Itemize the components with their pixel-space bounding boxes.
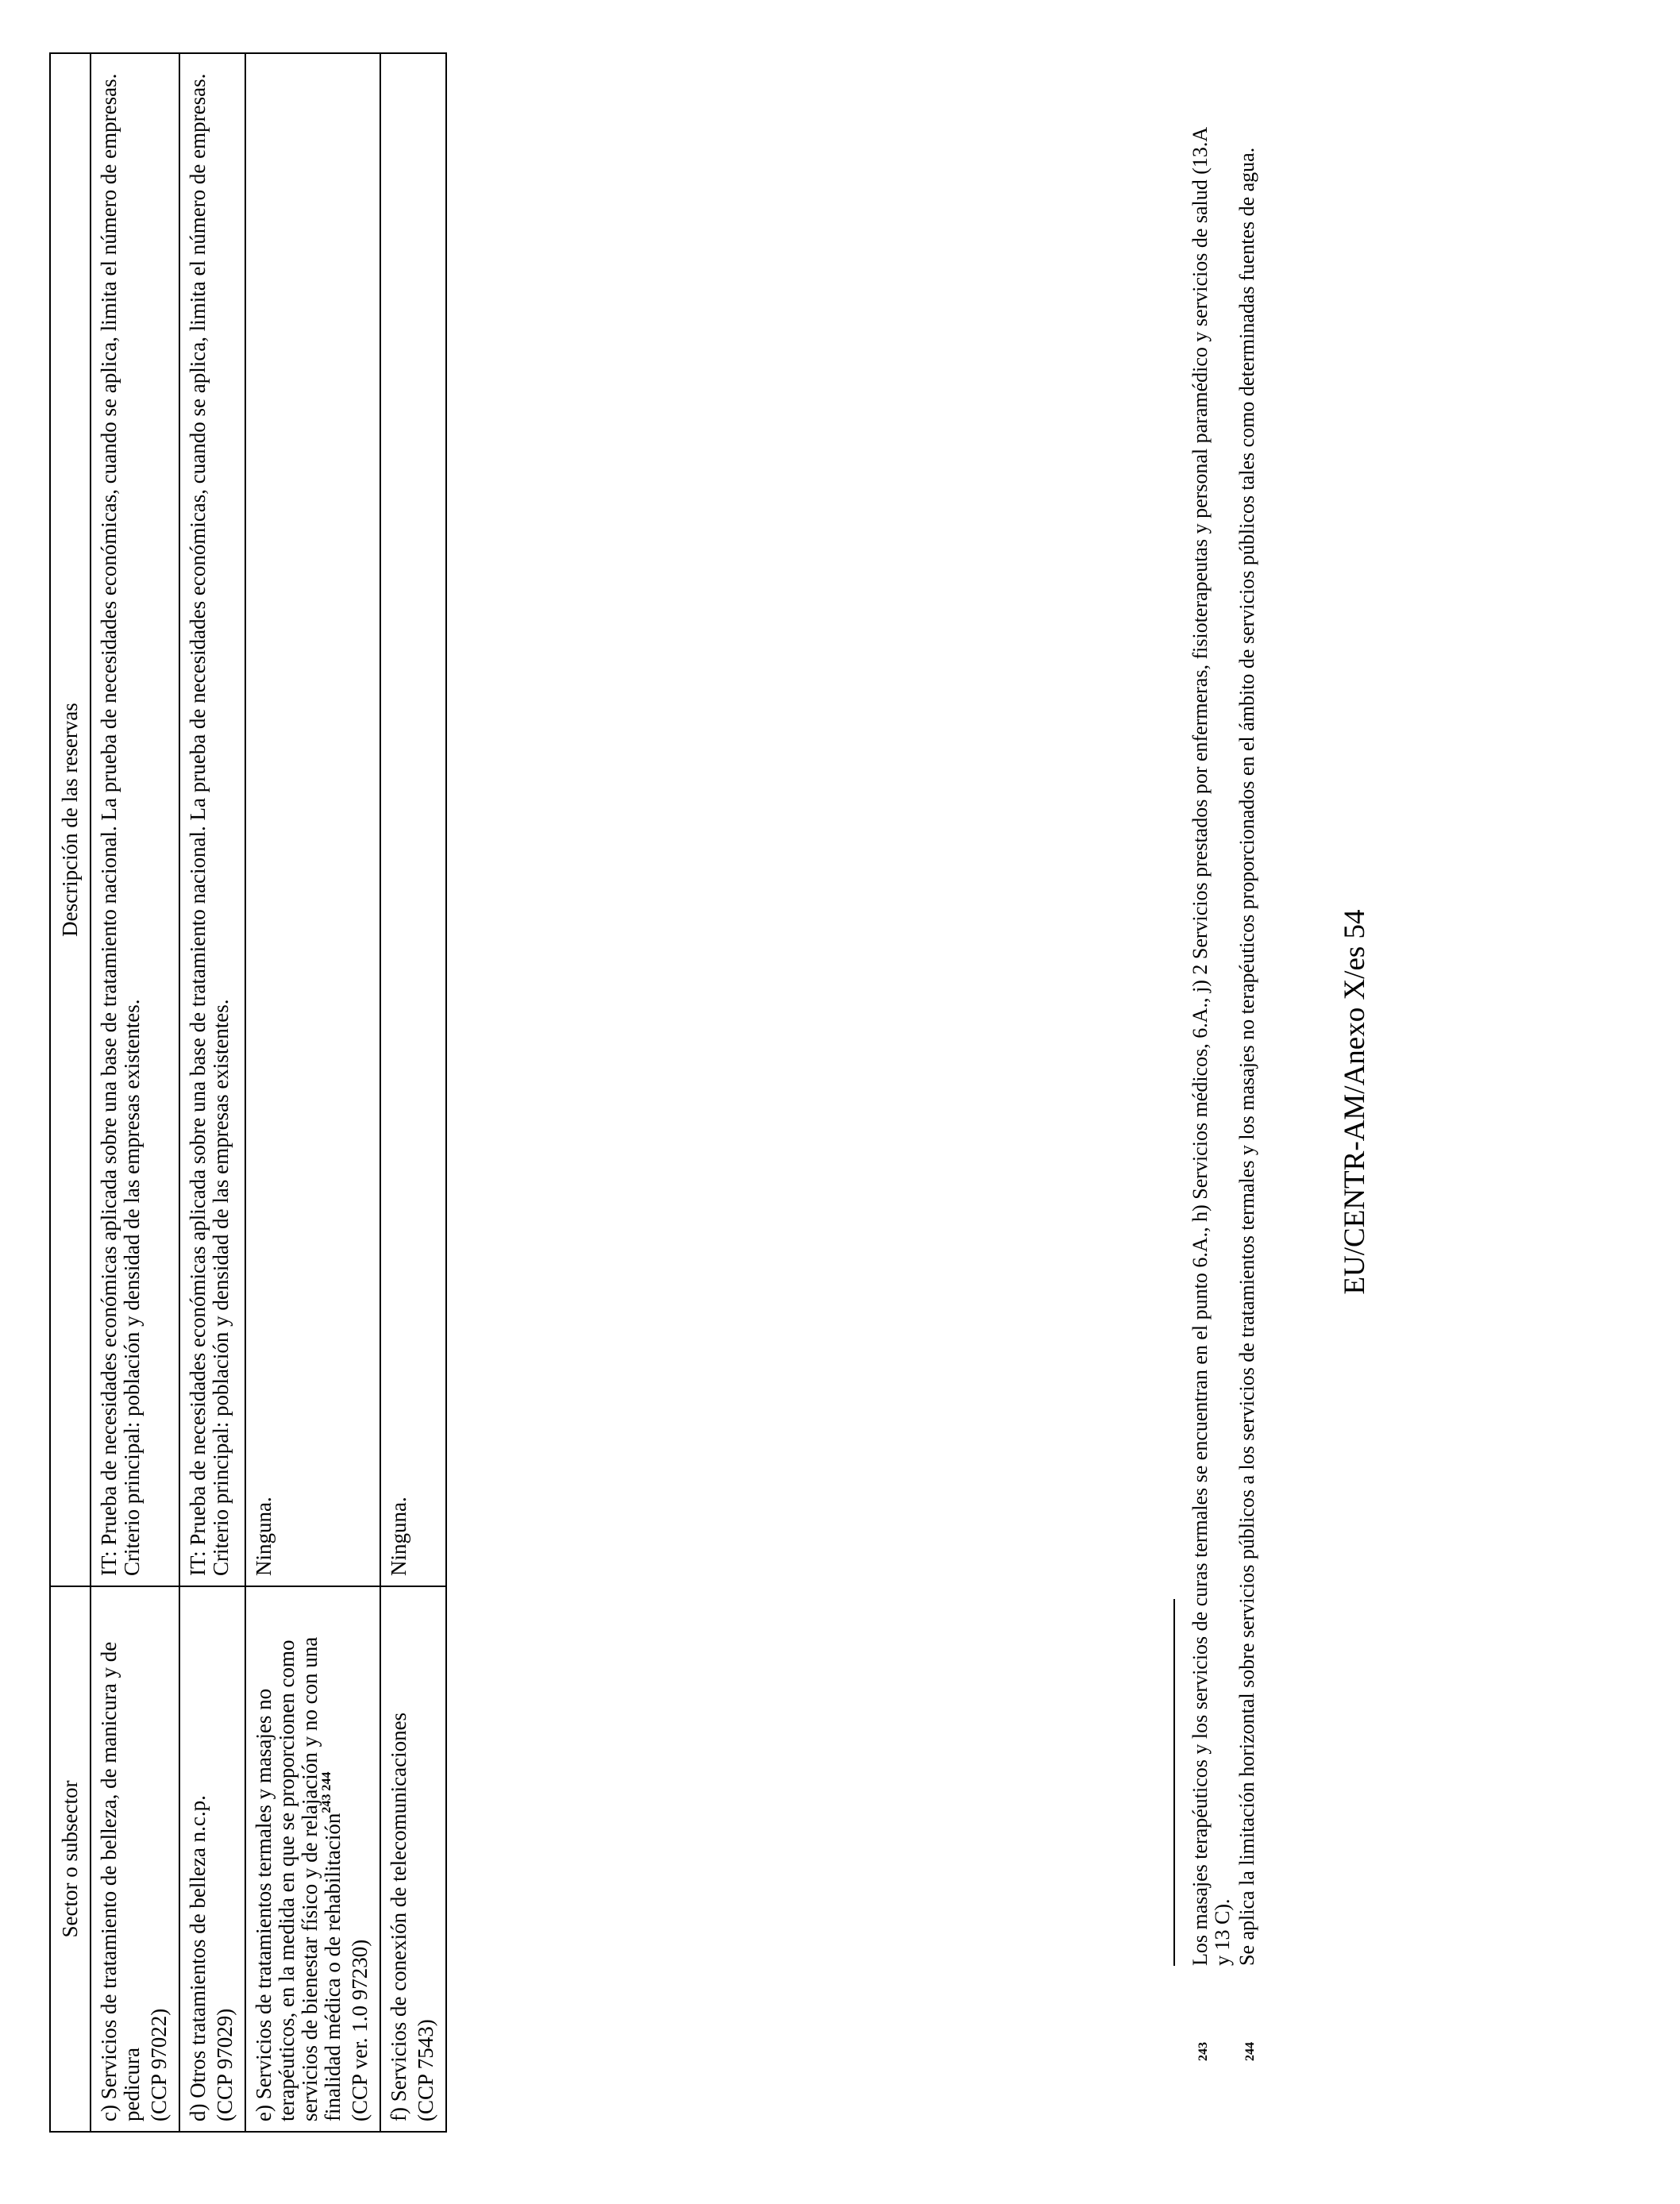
sector-cell	[91, 1586, 179, 2132]
table-row	[179, 53, 245, 2132]
footnote-separator	[1173, 1599, 1175, 1966]
sector-cell	[179, 1586, 245, 2132]
sector-code: (CCP 97029)	[213, 2008, 237, 2121]
description-cell: Ninguna.	[380, 53, 446, 1586]
description-cell: IT: Prueba de necesidades económicas aplicada sobre una base de tratamiento nacional. La prueba de necesidades económicas, cuando se aplica, limita el número de empresas. Criterio principal: población y densidad de las empresas existentes.	[91, 53, 179, 1586]
header-sector: Sector o subsector	[50, 1586, 91, 2132]
sector-cell	[245, 1586, 380, 2132]
description-cell: Ninguna.	[245, 53, 380, 1586]
page-identifier: EU/CENTR-AM/Anexo X/es 54	[1339, 909, 1371, 1295]
description-cell: IT: Prueba de necesidades económicas aplicada sobre una base de tratamiento nacional. La prueba de necesidades económicas, cuando se aplica, limita el número de empresas. Criterio principal: población y densidad de las empresas existentes.	[179, 53, 245, 1586]
header-description: Descripción de las reservas	[50, 53, 91, 1586]
footnote-refs[interactable]: 243 244	[320, 1771, 333, 1813]
table-row	[380, 53, 446, 2132]
table-row	[245, 53, 380, 2132]
sector-name	[252, 1597, 345, 2121]
footnote-text: Los masajes terapéuticos y los servicios de curas termales se encuentran en el punto 6.A., h) Servicios médicos, 6.A., j) 2 Servicios prestados por enfermeras, fisioterapeutas y personal paramédico y servicios de salud (13.A y 13 C).	[1189, 128, 1234, 1966]
sector-text: e) Servicios de tratamientos termales y masajes no terapéuticos, en la medida en que se proporcionen como servicios de bienestar físico y de relajación y no con una finalidad médica o de rehabilitación	[252, 1636, 345, 2121]
sector-code: (CCP ver. 1.0 97230)	[348, 1939, 372, 2121]
sector-name: d) Otros tratamientos de belleza n.c.p.	[186, 1795, 210, 2121]
sector-name: f) Servicios de conexión de telecomunicaciones	[387, 1712, 410, 2121]
footnote-number: 244	[1243, 2042, 1257, 2061]
footnote-text: Se aplica la limitación horizontal sobre servicios públicos a los servicios de tratamientos termales y los masajes no terapéuticos proporcionados en el ámbito de servicios públicos tales como determinadas fuentes de agua.	[1235, 147, 1258, 1966]
table-header-row	[50, 53, 91, 2132]
footnote	[1236, 124, 1262, 2061]
footnote	[1189, 124, 1234, 2061]
reservations-table	[49, 52, 447, 2133]
sector-code: (CCP 7543)	[414, 2019, 437, 2121]
table-row	[91, 53, 179, 2132]
footnote-number: 243	[1196, 2042, 1210, 2061]
sector-cell	[380, 1586, 446, 2132]
sector-code: (CCP 97022)	[147, 2008, 171, 2121]
sector-name: c) Servicios de tratamiento de belleza, de manicura y de pedicura	[97, 1641, 144, 2121]
